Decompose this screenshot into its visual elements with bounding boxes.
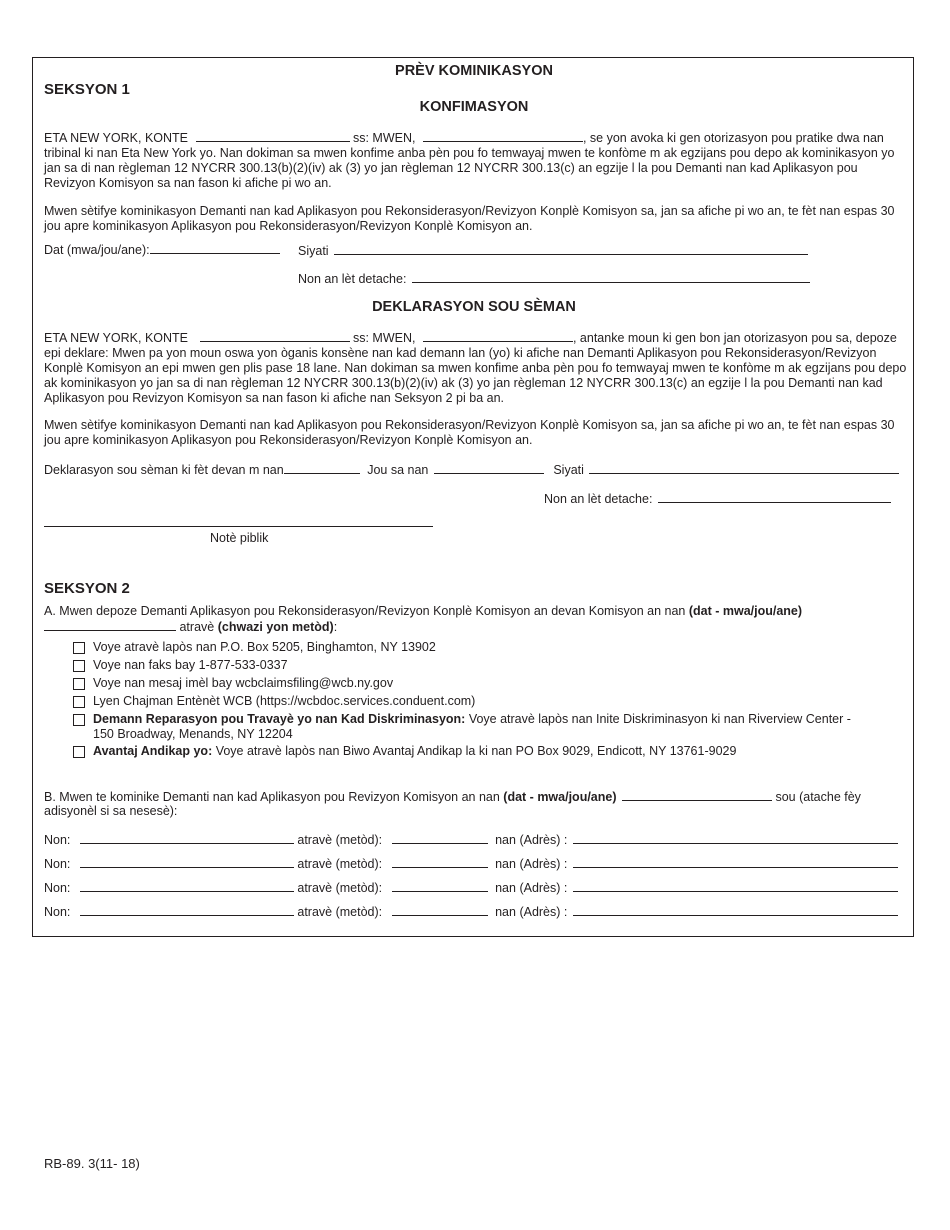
checkbox-fax[interactable] (73, 660, 85, 672)
service-row (44, 832, 898, 847)
method-field[interactable] (392, 832, 488, 844)
method-field[interactable] (392, 856, 488, 868)
method-field[interactable] (392, 904, 488, 916)
choose-method-label: (chwazi yon metòd) (217, 620, 334, 634)
deklarasyon-paragraph-1 (44, 330, 910, 406)
checkbox-discrimination[interactable] (73, 714, 85, 726)
print-name-label: Non an lèt detache: (544, 492, 653, 506)
name-label: Non: (44, 857, 71, 871)
signature-field[interactable] (589, 462, 899, 474)
print-name-field[interactable] (658, 491, 891, 503)
konfimasyon-heading: KONFIMASYON (419, 99, 529, 115)
form-id: RB-89. 3(11- 18) (44, 1156, 140, 1171)
month-field[interactable] (434, 462, 544, 474)
checkbox-online[interactable] (73, 696, 85, 708)
section-1-heading: SEKSYON 1 (44, 81, 130, 98)
checkbox-mail[interactable] (73, 642, 85, 654)
state-county-label: ETA NEW YORK, KONTE (44, 331, 189, 345)
address-field[interactable] (573, 904, 898, 916)
option-disability (93, 744, 736, 759)
section-2a-text: A. Mwen depoze Demanti Aplikasyon pou Rekonsiderasyon/Revizyon Konplè Komisyon an devan Komisyon an nan (44, 604, 686, 618)
name-field[interactable] (80, 832, 294, 844)
option-mail: Voye atravè lapòs nan P.O. Box 5205, Binghamton, NY 13902 (93, 640, 436, 654)
checkbox-email[interactable] (73, 678, 85, 690)
signature-field[interactable] (334, 243, 808, 255)
option-email: Voye nan mesaj imèl bay wcbclaimsfiling@wcb.ny.gov (93, 676, 394, 690)
filing-date-field[interactable] (44, 619, 176, 631)
deklarasyon-text: , antanke moun ki gen bon jan otorizasyon pou sa, depoze epi deklare: Mwen pa yon moun oswa yon òganis konsène nan kad demann lan (yo) ki afiche nan Demanti Aplikasyon pou Rekonsiderasyon/Revizyon Konplè Komisyon an epi mwen gen plis pase 18 lane. Nan dokiman sa mwen konfime anba pèn pou fo temwayaj mwen te konfòme m ak egzijans pou depo ak kominikasyon yo jan sa di nan règleman 12 NYCRR 300.13(b)(2)(iv) ak (3) yo jan règleman 12 NYCRR 300.13(c) an egzije l la pou Demanti nan kad Aplikasyon pou Revizyon Komisyon sa nan fason ki afiche nan Seksyon 2 pi ba an. (44, 331, 907, 405)
signature-label: Siyati (553, 463, 584, 477)
date-format-label: (dat - mwa/jou/ane) (688, 604, 803, 618)
name-label: Non: (44, 833, 71, 847)
method-label: atravè (metòd): (297, 905, 383, 919)
method-label: atravè (metòd): (297, 881, 383, 895)
name-label: Non: (44, 905, 71, 919)
date-row (44, 242, 280, 257)
sworn-day-field[interactable] (284, 462, 360, 474)
section-2b-rest: sou (atache fèy (775, 790, 861, 804)
deklarasyon-paragraph-2: Mwen sètifye kominikasyon Demanti nan kad Aplikasyon pou Rekonsiderasyon/Revizyon Konplè Komisyon sa, jan sa afiche pi wo an, te fèt nan espas 30 jou apre kominikasyon Aplikasyon pou Rekonsiderasyon/Revizyon Konplè Komisyon an. (44, 418, 895, 447)
discrimination-label: Demann Reparasyon pou Travayè yo nan Kad Diskriminasyon: (93, 712, 466, 726)
name-field[interactable] (80, 880, 294, 892)
section-2a-line-1 (44, 604, 802, 618)
method-field[interactable] (392, 880, 488, 892)
date-field[interactable] (150, 242, 280, 254)
ss-label: ss: MWEN, (352, 331, 416, 345)
address-label: nan (Adrès) : (495, 833, 568, 847)
disability-text: Voye atravè lapòs nan Biwo Avantaj Andikap la ki nan PO Box 9029, Endicott, NY 13761-9029 (212, 744, 737, 758)
via-label: atravè (179, 620, 215, 634)
name-field[interactable] (80, 856, 294, 868)
disability-label: Avantaj Andikap yo: (93, 744, 213, 758)
option-fax: Voye nan faks bay 1-877-533-0337 (93, 658, 288, 672)
colon: : (333, 620, 338, 634)
signature-row (298, 243, 808, 258)
section-2b-text: B. Mwen te kominike Demanti nan kad Aplikasyon pou Revizyon Komisyon an nan (44, 790, 500, 804)
address-field[interactable] (573, 832, 898, 844)
signature-label: Siyati (298, 244, 329, 258)
discrimination-text: Voye atravè lapòs nan Inite Diskriminasyon ki nan Riverview Center - (465, 712, 851, 726)
method-label: atravè (metòd): (297, 857, 383, 871)
konfimasyon-paragraph-2: Mwen sètifye kominikasyon Demanti nan kad Aplikasyon pou Rekonsiderasyon/Revizyon Konplè Komisyon sa, jan sa afiche pi wo an, te fèt nan espas 30 jou apre kominikasyon Aplikasyon pou Rekonsiderasyon/Revizyon Konplè Komisyon an. (44, 204, 895, 233)
method-label: atravè (metòd): (297, 833, 383, 847)
option-discrimination-line-2: 150 Broadway, Menands, NY 12204 (93, 727, 293, 741)
section-2-heading: SEKSYON 2 (44, 580, 130, 597)
section-2a-line-2 (44, 619, 337, 634)
address-label: nan (Adrès) : (495, 857, 568, 871)
konfimasyon-text: , se yon avoka ki gen otorizasyon pou pratike dwa nan tribinal ki nan Eta New York yo. Nan dokiman sa mwen konfime anba pèn pou fo temwayaj mwen te konfòme m ak egzijans pou depo ak kominikasyon yo jan sa di nan règleman 12 NYCRR 300.13(b)(2)(iv) ak (3) yo jan règleman 12 NYCRR 300.13(c) an egzije l la pou Demanti nan kad Aplikasyon pou Revizyon Komisyon sa nan fason ki afiche pi wo an. (44, 131, 895, 190)
day-label: Jou sa nan (367, 463, 429, 477)
date-format-label: (dat - mwa/jou/ane) (503, 790, 617, 804)
print-name-field[interactable] (412, 271, 810, 283)
name-field[interactable] (80, 904, 294, 916)
page-title: PRÈV KOMINIKASYON (395, 63, 553, 79)
print-name-row (544, 491, 891, 506)
ss-label: ss: MWEN, (352, 131, 416, 145)
option-discrimination (93, 712, 851, 727)
print-name-row (298, 271, 810, 286)
print-name-label: Non an lèt detache: (298, 272, 407, 286)
state-county-label: ETA NEW YORK, KONTE (44, 131, 189, 145)
notary-signature-line[interactable] (44, 526, 433, 527)
service-row (44, 856, 898, 871)
service-row (44, 880, 898, 895)
form-frame (32, 57, 914, 937)
service-row (44, 904, 898, 919)
option-online: Lyen Chajman Entènèt WCB (https://wcbdoc.services.conduent.com) (93, 694, 476, 708)
section-2b-line-2: adisyonèl si sa nesesè): (44, 804, 178, 818)
address-field[interactable] (573, 856, 898, 868)
notary-label: Notè piblik (210, 531, 269, 545)
name-label: Non: (44, 881, 71, 895)
konfimasyon-paragraph-1 (44, 130, 910, 191)
address-label: nan (Adrès) : (495, 881, 568, 895)
date-label: Dat (mwa/jou/ane): (44, 243, 150, 257)
address-label: nan (Adrès) : (495, 905, 568, 919)
county-field[interactable] (200, 330, 350, 342)
county-field[interactable] (196, 130, 350, 142)
address-field[interactable] (573, 880, 898, 892)
service-date-field[interactable] (622, 789, 772, 801)
deklarasyon-heading: DEKLARASYON SOU SÈMAN (372, 299, 576, 315)
sworn-row (44, 462, 899, 477)
attorney-name-field[interactable] (423, 130, 583, 142)
deponent-name-field[interactable] (423, 330, 573, 342)
sworn-label: Deklarasyon sou sèman ki fèt devan m nan (44, 463, 284, 477)
checkbox-disability[interactable] (73, 746, 85, 758)
section-2b-line-1 (44, 789, 861, 804)
